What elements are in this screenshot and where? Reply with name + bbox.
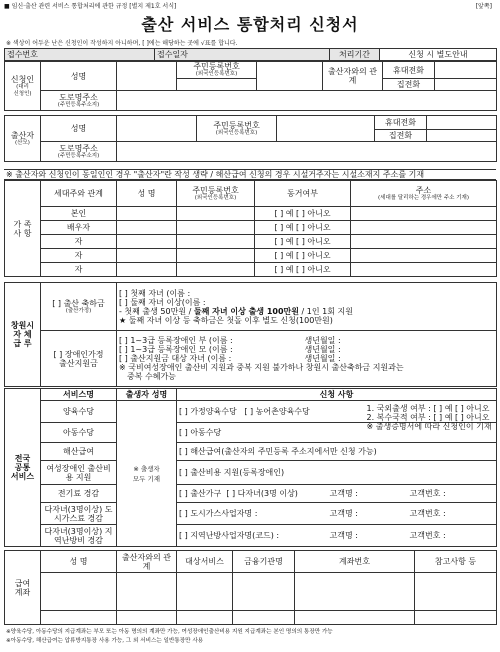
applicant-address-field[interactable] xyxy=(117,91,497,111)
changwon-table xyxy=(4,282,497,387)
payee-relation-header: 출산자와의 관계 xyxy=(117,551,177,573)
electric-discount-options: [ ] 출산가구 [ ] 다자녀(3명 이상) 고객명 : 고객번호 : xyxy=(177,485,497,503)
family-cohabit-header: 동거여부 xyxy=(255,181,351,207)
service-child-allowance: 아동수당 xyxy=(41,423,117,443)
family-relation-cell: 배우자 xyxy=(41,221,117,235)
mother-label: 출산자 (산모) xyxy=(5,116,41,162)
payment-row xyxy=(5,611,497,625)
mother-mobile-label: 휴대전화 xyxy=(375,116,427,130)
note2-row xyxy=(4,169,496,180)
mother-address-field[interactable] xyxy=(117,142,497,162)
mother-rrn-field[interactable] xyxy=(277,116,375,142)
gas-discount-options: [ ] 도시가스사업자명 : 고객명 : 고객번호 : xyxy=(177,503,497,525)
subsidy-note: ※ 국비여성장애인 출산비 지원과 중복 지원 불가하나 창원시 출산축하금 지원과는 xyxy=(119,363,404,372)
family-address-header: 주소 (세대를 달리하는 경우에만 주소 기재) xyxy=(351,181,497,207)
account-number-header: 계좌번호 xyxy=(295,551,415,573)
receipt-date: 접수일자 xyxy=(155,49,330,61)
subsidy-child-option[interactable]: [ ] 출산지원금 대상 자녀 (이름 : 생년월일 : xyxy=(119,354,341,363)
family-name-header: 성 명 xyxy=(117,181,177,207)
subsidy-note-2: 중복 수혜가능 xyxy=(127,372,176,381)
heating-discount-options: [ ] 지역난방사업자명(코드) : 고객명 : 고객번호 : xyxy=(177,525,497,547)
cohabit-yesno[interactable]: [ ] 예 [ ] 아니오 xyxy=(255,207,351,221)
mother-address-label: 도로명주소 (주민등록주소지) xyxy=(41,142,117,162)
service-heating-discount: 다자녀(3명이상) 지역난방비 경감 xyxy=(41,525,117,547)
national-label: 전국 공통 서비스 xyxy=(5,389,41,547)
newborn-name-field[interactable]: ※ 출생자 모두 기재 xyxy=(117,401,177,547)
family-rrn-header: 주민등록번호 (외국인등록번호) xyxy=(177,181,255,207)
family-row xyxy=(5,235,497,249)
receipt-number: 접수번호 xyxy=(5,49,155,61)
applicant-mobile-field[interactable] xyxy=(435,62,497,79)
payee-name-header: 성 명 xyxy=(41,551,117,573)
birth-gift-note: ★ 둘째 자녀 이상 등 축하금은 첫돌 이후 별도 신청(100만원) xyxy=(119,315,333,325)
applicant-home-label: 집전화 xyxy=(383,79,435,91)
mother-home-field[interactable] xyxy=(427,130,497,142)
footer-note-2: ※아동수당, 해산급여는 압류방지통장 사용 가능, 그 외 서비스는 일반통장만 사용 xyxy=(6,638,204,644)
child-allowance-questions: 1. 국외출생 여부 : [ ] 예 [ ] 아니오 2. 복수국적 여부 : [ ] 예 [ ] 아니오 ※ 출생증명서에 따라 신청인이 기재 xyxy=(366,404,492,431)
cohabit-yesno[interactable]: [ ] 예 [ ] 아니오 xyxy=(255,235,351,249)
childcare-options xyxy=(177,401,497,431)
processing-period-value: 신청 시 별도안내 xyxy=(380,49,497,61)
bank-name-header: 금융기관명 xyxy=(233,551,295,573)
family-row xyxy=(5,207,497,221)
family-relation-cell: 자 xyxy=(41,249,117,263)
second-child-option[interactable]: [ ] 둘째 자녀 이상(이름 : xyxy=(119,297,206,307)
applicant-rrn-field[interactable] xyxy=(257,62,323,91)
address-note: ※ 출산자와 신청인이 동일인인 경우 "출산자"란 작성 생략 / 해산급여 신청의 경우 시설거주자는 시설소재지 주소를 기재 xyxy=(4,170,496,180)
applicant-rrn-label: 주민등록번호 (외국인등록번호) xyxy=(177,62,257,79)
mother-home-label: 집전화 xyxy=(375,130,427,142)
child-allowance-option[interactable]: [ ] 아동수당 xyxy=(177,423,497,443)
applicant-relation-label: 출산자와의 관계 xyxy=(323,62,383,91)
service-name-header: 서비스명 xyxy=(41,389,117,401)
payment-account-table xyxy=(4,550,497,625)
request-details-header: 신청 사항 xyxy=(177,389,497,401)
family-row xyxy=(5,249,497,263)
payment-row xyxy=(5,573,497,611)
applicant-home-field[interactable] xyxy=(435,79,497,91)
applicant-name-field[interactable] xyxy=(117,62,177,91)
birth-benefit-option[interactable]: [ ] 해산급여(출산자의 주민등록 주소지에서만 신청 가능) xyxy=(177,443,497,461)
cohabit-yesno[interactable]: [ ] 예 [ ] 아니오 xyxy=(255,249,351,263)
form-reference: ■ 임신·출산 관련 서비스 통합처리에 관한 규정 [별지 제1호 서식] xyxy=(4,3,177,10)
page-side-tag: [앞쪽] xyxy=(475,3,492,10)
service-birth-benefit: 해산급여 xyxy=(41,443,117,461)
applicant-address-label: 도로명주소 (주민등록주소지) xyxy=(41,91,117,111)
applicant-name-label: 성명 xyxy=(41,62,117,91)
form-title: 출산 서비스 통합처리 신청서 xyxy=(141,15,359,34)
cohabit-yesno[interactable]: [ ] 예 [ ] 아니오 xyxy=(255,221,351,235)
receipt-table xyxy=(4,48,497,61)
cohabit-yesno[interactable]: [ ] 예 [ ] 아니오 xyxy=(255,263,351,277)
applicant-table xyxy=(4,61,497,111)
service-gas-discount: 다자녀(3명이상) 도시가스료 경감 xyxy=(41,503,117,525)
footer-note-1: ※양육수당, 아동수당의 지급계좌는 부모 또는 아동 명의의 계좌만 가능, 여성장애인출산비용 지원 지급계좌는 본인 명의의 통장만 가능 xyxy=(6,629,333,635)
form-header xyxy=(4,2,494,12)
target-service-header: 대상서비스 xyxy=(177,551,233,573)
family-relation-header: 세대주와 관계 xyxy=(41,181,117,207)
birth-gift-label[interactable]: [ ] 출산 축하금 (출산가정) xyxy=(41,283,117,331)
remarks-header: 참고사항 등 xyxy=(415,551,497,573)
home-care-option[interactable]: [ ] 가정양육수당 xyxy=(179,407,237,416)
birth-gift-amount: - 첫째 출생 50만원 / 둘째 자녀 이상 출생 100만원 / 1인 1회 지원 xyxy=(119,306,353,316)
disabled-mother-option[interactable]: [ ] 1~3급 등록장애인 모 (이름 : 생년월일 : xyxy=(119,345,341,354)
family-relation-cell: 자 xyxy=(41,263,117,277)
applicant-mobile-label: 휴대전화 xyxy=(383,62,435,79)
payment-label: 급여 계좌 xyxy=(5,551,41,625)
family-label: 가 족 사 항 xyxy=(5,181,41,277)
service-electric-discount: 전기료 경감 xyxy=(41,485,117,503)
birth-gift-detail xyxy=(117,283,497,331)
instruction-note: ※ 색상이 어두운 난은 신청인이 작성하지 아니하며, [ ]에는 해당하는 곳에 √표를 합니다. xyxy=(6,40,238,47)
farm-care-option[interactable]: [ ] 농어촌양육수당 xyxy=(244,407,310,416)
first-child-option[interactable]: [ ] 첫째 자녀 (이름 : xyxy=(119,288,191,298)
national-services-table xyxy=(4,388,497,547)
processing-period-label: 처리기간 xyxy=(330,49,380,61)
changwon-label: 창원시 자 체 급 루 xyxy=(5,283,41,387)
disabled-family-detail xyxy=(117,331,497,387)
disabled-father-option[interactable]: [ ] 1~3급 등록장애인 부 (이름 : 생년월일 : xyxy=(119,336,341,345)
family-table xyxy=(4,180,497,277)
disabled-family-label[interactable]: [ ] 장애인가정 출산지원금 xyxy=(41,331,117,387)
family-relation-cell: 본인 xyxy=(41,207,117,221)
family-row xyxy=(5,263,497,277)
mother-rrn-label: 주민등록번호 (외국인등록번호) xyxy=(197,116,277,142)
service-childcare: 양육수당 xyxy=(41,401,117,423)
newborn-name-header: 출생자 성명 xyxy=(117,389,177,401)
family-row xyxy=(5,221,497,235)
mother-table xyxy=(4,115,497,162)
disabled-support-option[interactable]: [ ] 출산비용 지원(등록장애인) xyxy=(177,461,497,485)
mother-name-label: 성명 xyxy=(41,116,117,142)
mother-name-field[interactable] xyxy=(117,116,197,142)
mother-mobile-field[interactable] xyxy=(427,116,497,130)
family-relation-cell: 자 xyxy=(41,235,117,249)
applicant-label: 신청인 (대리 신청인) xyxy=(5,62,41,111)
footer-notes xyxy=(6,628,333,646)
service-disabled-support: 여성장애인 출산비용 지원 xyxy=(41,461,117,485)
